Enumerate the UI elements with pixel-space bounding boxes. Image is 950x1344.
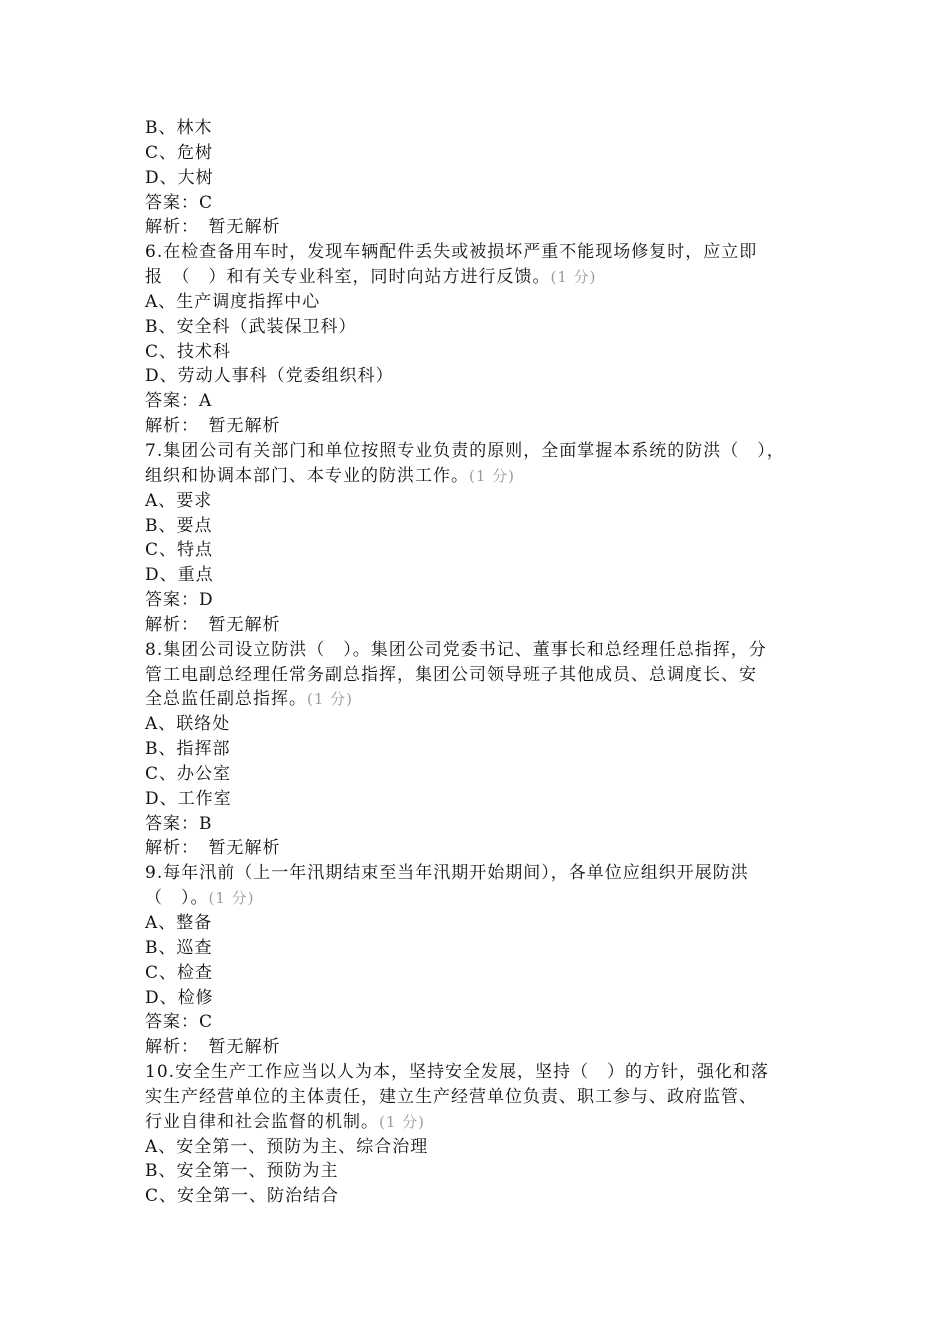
analysis: 解析： 暂无解析 [145,217,281,238]
option-d: D、大树 [145,167,214,188]
option-c: C、技术科 [145,341,232,362]
analysis: 解析： 暂无解析 [145,838,281,859]
document-content [145,116,825,1209]
question-score: (1 分) [550,268,597,287]
question-score: (1 分) [307,690,354,709]
question-score: (1 分) [379,1112,426,1131]
answer: 答案：A [145,391,213,412]
option-a: A、联络处 [145,714,231,735]
option-b: B、指挥部 [145,739,231,760]
option-b: B、安全科（武装保卫科） [145,316,357,337]
question-9 [145,861,825,1060]
answer: 答案：D [145,590,214,611]
option-a: A、安全第一、预防为主、综合治理 [145,1136,429,1157]
option-a: A、生产调度指挥中心 [145,291,321,312]
question-text-line: 9.每年汛前（上一年汛期结束至当年汛期开始期间），各单位应组织开展防洪 [145,863,749,884]
option-d: D、检修 [145,987,214,1008]
question-text-line: 报 （ ）和有关专业科室，同时向站方进行反馈。 [145,267,551,288]
question-score: (1 分) [469,466,516,485]
question-6 [145,240,825,439]
option-c: C、办公室 [145,763,232,784]
option-b: B、安全第一、预防为主 [145,1161,339,1182]
option-b: B、林木 [145,118,213,138]
option-a: A、整备 [145,913,213,933]
answer: 答案：B [145,813,213,834]
question-text-line: 6.在检查备用车时，发现车辆配件丢失或被损坏严重不能现场修复时，应立即 [145,242,758,263]
question-text-line: 10.安全生产工作应当以人为本，坚持安全发展，坚持（ ）的方针，强化和落 [145,1062,770,1083]
option-c: C、检查 [145,962,214,983]
question-text-line: 组织和协调本部门、本专业的防洪工作。 [145,465,469,486]
question-text-line: 行业自律和社会监督的机制。 [145,1111,379,1132]
question-text-line: （ ）。 [145,888,209,909]
option-d: D、工作室 [145,788,232,809]
option-c: C、特点 [145,540,214,561]
analysis: 解析： 暂无解析 [145,614,281,635]
option-d: D、重点 [145,565,214,586]
question-5-continued [145,116,825,240]
answer: 答案：C [145,192,214,213]
question-text-line: 全总监任副总指挥。 [145,689,307,710]
question-text-line: 8.集团公司设立防洪（ ）。集团公司党委书记、董事长和总经理任总指挥，分 [145,639,767,660]
question-text-line: 实生产经营单位的主体责任，建立生产经营单位负责、职工参与、政府监管、 [145,1086,757,1107]
analysis: 解析： 暂无解析 [145,416,281,437]
option-b: B、要点 [145,515,213,536]
question-8 [145,638,825,862]
option-c: C、危树 [145,142,214,163]
option-c: C、安全第一、防治结合 [145,1186,340,1207]
question-7 [145,439,825,638]
option-a: A、要求 [145,490,213,511]
question-text-line: 7.集团公司有关部门和单位按照专业负责的原则，全面掌握本系统的防洪（ ）， [145,440,785,461]
option-d: D、劳动人事科（党委组织科） [145,366,394,387]
analysis: 解析： 暂无解析 [145,1037,281,1058]
question-text-line: 管工电副总经理任常务副总指挥，集团公司领导班子其他成员、总调度长、安 [145,664,757,685]
answer: 答案：C [145,1012,214,1033]
question-score: (1 分) [208,889,255,908]
option-b: B、巡查 [145,937,213,958]
question-10 [145,1060,825,1209]
